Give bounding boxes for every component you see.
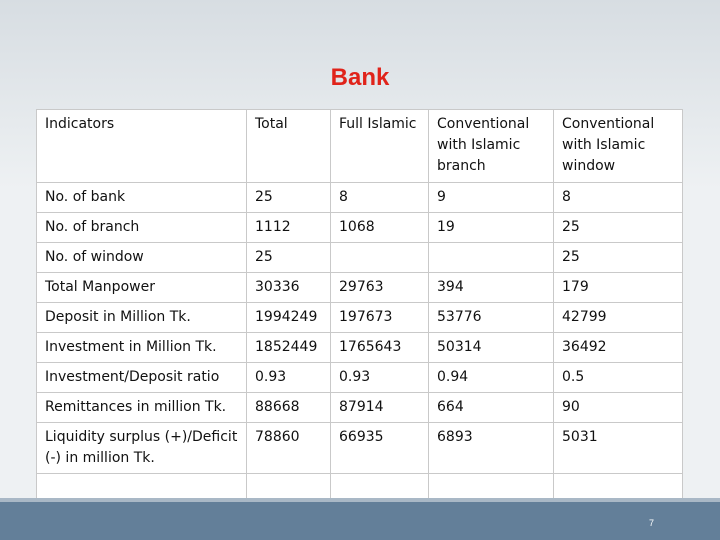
cell-full-islamic: 1068 [331,213,429,243]
table-row [37,423,683,474]
cell-islamic-window: 90 [554,393,683,423]
table-row [37,243,683,273]
cell-full-islamic: 0.93 [331,363,429,393]
table-header-row [37,110,683,183]
row-label: Liquidity surplus (+)/Deficit (-) in million Tk. [37,423,247,474]
cell-full-islamic: 87914 [331,393,429,423]
row-label: Investment in Million Tk. [37,333,247,363]
cell-islamic-branch [429,243,554,273]
page-number: 7 [648,518,654,528]
cell-full-islamic: 66935 [331,423,429,474]
cell-islamic-branch: 50314 [429,333,554,363]
cell-total: 25 [247,183,331,213]
cell-total: 0.93 [247,363,331,393]
bank-indicators-table [36,109,683,507]
table-row [37,213,683,243]
cell-islamic-branch: 9 [429,183,554,213]
cell-full-islamic: 197673 [331,303,429,333]
cell-islamic-window: 8 [554,183,683,213]
row-label: No. of window [37,243,247,273]
cell-total: 88668 [247,393,331,423]
table-row [37,183,683,213]
table-row [37,393,683,423]
cell-total: 1852449 [247,333,331,363]
cell-islamic-branch: 664 [429,393,554,423]
header-full-islamic: Full Islamic [331,110,429,183]
row-label: Investment/Deposit ratio [37,363,247,393]
cell-full-islamic: 29763 [331,273,429,303]
cell-islamic-branch: 0.94 [429,363,554,393]
header-indicators: Indicators [37,110,247,183]
cell-islamic-window: 5031 [554,423,683,474]
slide-title: Bank [330,64,390,91]
cell-islamic-branch: 53776 [429,303,554,333]
cell-islamic-branch: 19 [429,213,554,243]
table-row [37,333,683,363]
cell-islamic-window: 25 [554,213,683,243]
cell-full-islamic: 1765643 [331,333,429,363]
cell-total: 25 [247,243,331,273]
row-label: No. of branch [37,213,247,243]
cell-islamic-window: 179 [554,273,683,303]
cell-total: 78860 [247,423,331,474]
row-label: Total Manpower [37,273,247,303]
row-label: Remittances in million Tk. [37,393,247,423]
cell-islamic-branch: 6893 [429,423,554,474]
table-row [37,363,683,393]
cell-full-islamic [331,243,429,273]
cell-islamic-window: 0.5 [554,363,683,393]
table-row [37,273,683,303]
table-row [37,303,683,333]
row-label: No. of bank [37,183,247,213]
cell-total: 1112 [247,213,331,243]
cell-full-islamic: 8 [331,183,429,213]
cell-islamic-branch: 394 [429,273,554,303]
header-total: Total [247,110,331,183]
row-label: Deposit in Million Tk. [37,303,247,333]
cell-total: 30336 [247,273,331,303]
cell-islamic-window: 42799 [554,303,683,333]
header-conventional-islamic-window: Conventional with Islamic window [554,110,683,183]
cell-islamic-window: 25 [554,243,683,273]
cell-total: 1994249 [247,303,331,333]
header-conventional-islamic-branch: Conventional with Islamic branch [429,110,554,183]
cell-islamic-window: 36492 [554,333,683,363]
footer-bar [0,502,720,540]
